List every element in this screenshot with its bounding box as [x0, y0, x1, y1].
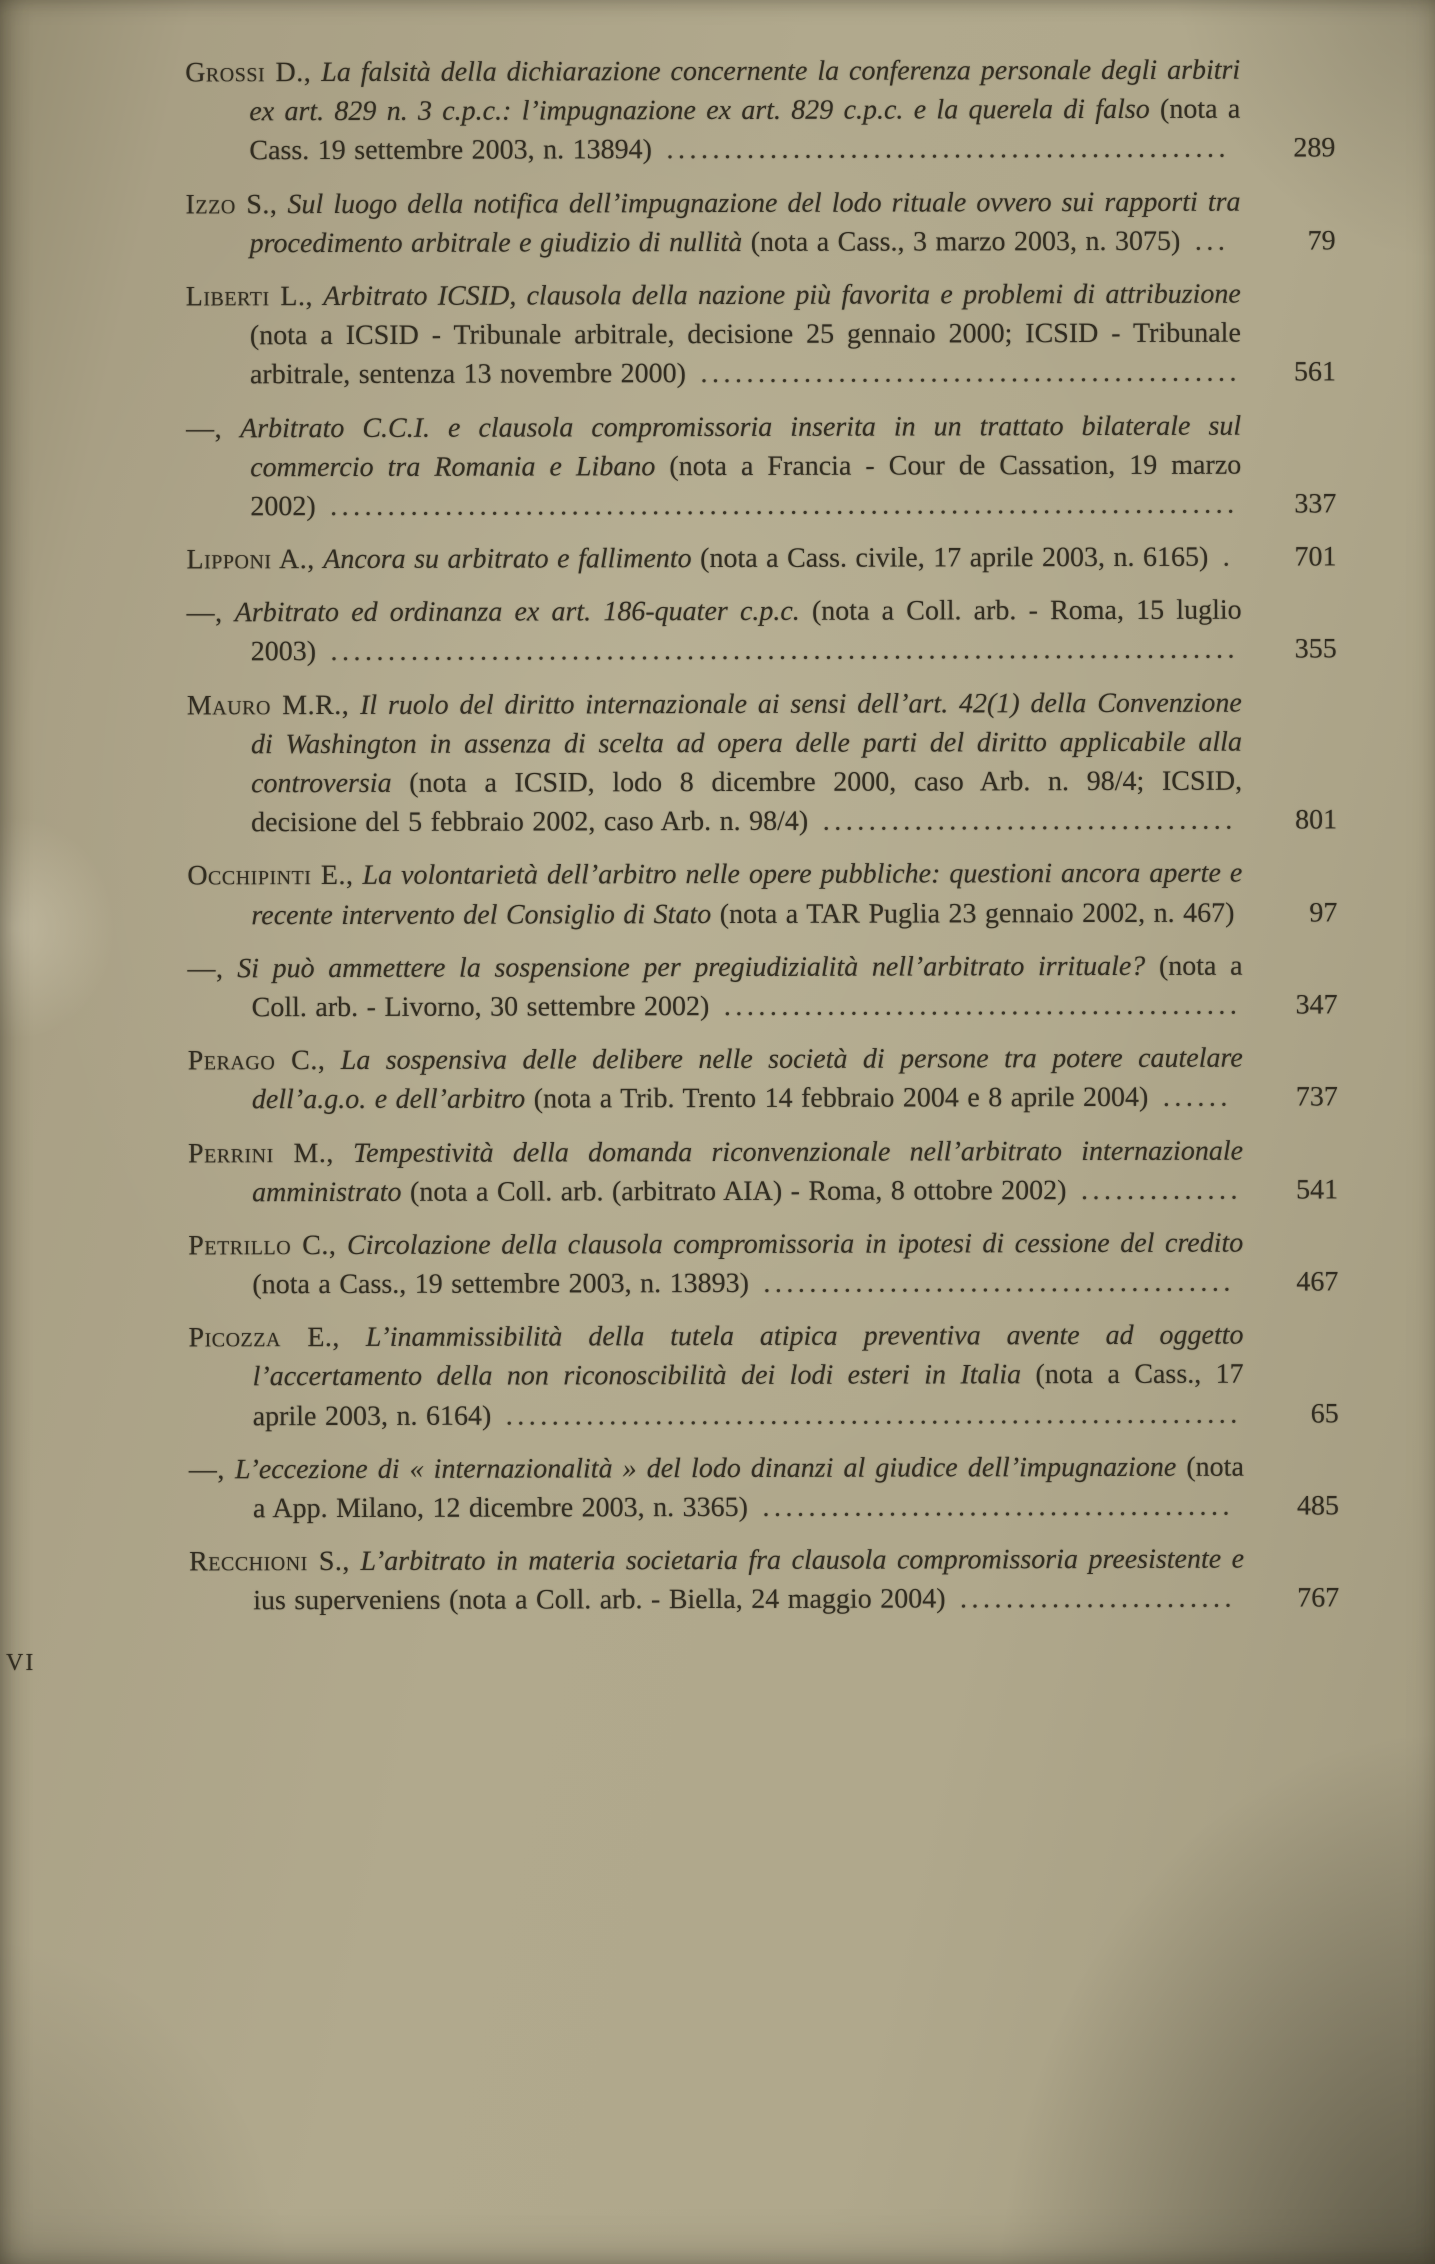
entry-note: (nota a ICSID - Tribunale arbitrale, decisione 25 gennaio 2000; ICSID - Tribunale arbitrale, sentenza 13 novembre 2000) [249, 317, 1241, 391]
toc-entry [188, 1131, 1338, 1212]
entry-note: (nota a App. Milano, 12 dicembre 2003, n. 3365) [252, 1451, 1244, 1525]
toc-entry [185, 182, 1335, 263]
entry-title: Il ruolo del diritto internazionale ai sensi dell’art. 42(1) della Convenzione di Washington in assenza di scelta ad opera delle parti del diritto applicabile alla controversia [250, 687, 1242, 800]
entry-title: L’eccezione di « internazionalità » del lodo dinanzi al giudice dell’impugnazione [234, 1451, 1177, 1486]
entry-page-number: 97 [1309, 896, 1338, 929]
entry-title: Circolazione della clausola compromissoria in ipotesi di cessione del credito [346, 1227, 1244, 1261]
entry-author: —, [187, 953, 224, 985]
dot-leader: ........................ [959, 1583, 1237, 1615]
entry-note: (nota a Coll. arb. (arbitrato AIA) - Roma, 8 ottobre 2002) [409, 1174, 1067, 1208]
entry-author: Occhipinti E., [187, 860, 354, 892]
entry-page-number: 485 [1296, 1490, 1339, 1522]
toc-entry [188, 1223, 1338, 1304]
toc-entry [189, 1447, 1339, 1528]
entry-title: La sospensiva delle delibere nelle società di persone tra potere cautelare dell’a.g.o. e dell’arbitro [251, 1042, 1243, 1116]
entry-author: Liberti L., [185, 280, 314, 313]
entry-text [189, 1544, 1244, 1617]
entry-text [187, 950, 1242, 1023]
entry-author: Perago C., [187, 1045, 326, 1077]
entry-title: Arbitrato ICSID, clausola della nazione più favorita e problemi di attribuzione [323, 278, 1241, 312]
entry-page-number: 79 [1307, 225, 1336, 257]
entry-note: (nota a Coll. arb. - Livorno, 30 settembre 2002) [251, 950, 1243, 1024]
entry-note: (nota a ICSID, lodo 8 dicembre 2000, caso Arb. n. 98/4; ICSID, decisione del 5 febbraio 2002, caso Arb. n. 98/4) [251, 765, 1243, 839]
entry-note: (nota a Trib. Trento 14 febbraio 2004 e 8 aprile 2004) [533, 1082, 1149, 1115]
entry-note: (nota a Cass. civile, 17 aprile 2003, n. 6165) [700, 541, 1209, 575]
entry-note: (nota a Francia - Cour de Cassation, 19 marzo 2002) [250, 449, 1242, 523]
entry-page-number: 337 [1294, 488, 1337, 520]
entry-note: (nota a TAR Puglia 23 gennaio 2002, n. 467) [719, 897, 1235, 930]
entry-text [187, 687, 1242, 838]
entry-text [187, 858, 1242, 931]
entry-text [186, 542, 1234, 576]
entry-page-number: 561 [1293, 356, 1337, 388]
page-folio: VI [6, 1649, 36, 1676]
entry-text [189, 1451, 1244, 1524]
entry-author: Lipponi A., [186, 544, 315, 576]
dot-leader: .................................... [822, 804, 1237, 837]
entry-text [186, 410, 1241, 522]
dot-leader: ............................................. [723, 989, 1242, 1022]
dot-leader: ......................................... [762, 1490, 1234, 1523]
entry-page-number: 801 [1295, 804, 1338, 836]
entry-author: Recchioni S., [189, 1546, 350, 1578]
dot-leader: . [1222, 541, 1235, 573]
entry-text [188, 1135, 1243, 1208]
entry-page-number: 701 [1294, 541, 1337, 573]
entry-text [188, 1320, 1243, 1432]
entry-author: Petrillo C., [188, 1229, 337, 1262]
entry-page-number: 65 [1310, 1398, 1339, 1430]
entry-title: L’inammissibilità della tutela atipica preventiva avente ad oggetto l’accertamento della non riconoscibilità dei lodi esteri in Italia [252, 1319, 1244, 1393]
dot-leader: ......................................... [763, 1266, 1235, 1299]
dot-leader: .............. [1080, 1174, 1243, 1206]
entry-author: Picozza E., [188, 1322, 340, 1354]
entry-note: (nota a Cass., 19 settembre 2003, n. 13893) [252, 1267, 749, 1301]
toc-entry [186, 406, 1336, 527]
entry-author: Perrini M., [187, 1137, 334, 1169]
entry-page-number: 737 [1295, 1081, 1338, 1113]
entry-page-number: 289 [1293, 132, 1336, 164]
toc-entry [186, 537, 1336, 579]
entry-author: —, [186, 412, 223, 444]
toc-entry [187, 683, 1337, 843]
entry-title: Sul luogo della notifica dell’impugnazione del lodo rituale ovvero sui rapporti tra procedimento arbitrale e giudizio di nullità [249, 186, 1241, 259]
dot-leader: ................................................................ [505, 1398, 1242, 1432]
entry-title: Ancora su arbitrato e fallimento [323, 543, 692, 576]
toc-entry [188, 1039, 1338, 1120]
entry-note: (nota a Cass. 19 settembre 2003, n. 13894) [249, 93, 1241, 167]
entry-title: L’arbitrato in materia societaria fra clausola compromissoria preesistente e [360, 1543, 1245, 1578]
entry-text [188, 1043, 1243, 1116]
entry-note: ius superveniens (nota a Coll. arb. - Biella, 24 maggio 2004) [253, 1583, 946, 1617]
toc-entry [188, 1316, 1338, 1437]
entry-author: —, [188, 1454, 225, 1486]
dot-leader: ................................................. [666, 133, 1230, 166]
entry-page-number: 767 [1297, 1582, 1340, 1614]
entry-author: Grossi D., [185, 57, 312, 89]
entry-author: —, [186, 597, 223, 629]
entry-title: Tempestività della domanda riconvenzionale nell’arbitrato internazionale amministrato [252, 1135, 1244, 1208]
entry-text [188, 1228, 1243, 1301]
entry-page-number: 347 [1295, 989, 1338, 1021]
toc-entry [186, 274, 1336, 395]
entry-text [186, 279, 1241, 391]
entry-page-number: 355 [1294, 633, 1337, 665]
entry-text [185, 186, 1240, 259]
entry-title: Arbitrato ed ordinanza ex art. 186-quater c.p.c. [234, 596, 800, 629]
entry-text [187, 595, 1242, 668]
entry-text [185, 55, 1240, 167]
entry-note: (nota a Cass., 17 aprile 2003, n. 6164) [252, 1359, 1244, 1432]
entry-author: Izzo S., [185, 188, 278, 220]
entry-title: La falsità della dichiarazione concernente la conferenza personale degli arbitri ex art. 829 n. 3 c.p.c.: l’impugnazione ex art. 829 c.p.c. e la querela di falso [249, 54, 1241, 128]
dot-leader: ............................................................................... [330, 634, 1240, 668]
entry-title: Si può ammettere la sospensione per pregiudizialità nell’arbitrato irrituale? [237, 950, 1146, 985]
entry-page-number: 541 [1296, 1174, 1339, 1206]
dot-leader: ... [1194, 225, 1230, 257]
dot-leader: ...... [1162, 1081, 1232, 1114]
toc-entry [189, 1540, 1339, 1621]
entry-note: (nota a Coll. arb. - Roma, 15 luglio 2003) [250, 594, 1242, 668]
toc-entry [185, 50, 1335, 171]
entry-page-number: 467 [1296, 1266, 1339, 1298]
entry-title: Arbitrato C.C.I. e clausola compromissoria inserita in un trattato bilaterale sul commercio tra Romania e Libano [240, 410, 1242, 483]
entry-author: Mauro M.R., [186, 689, 350, 722]
toc-entry [187, 591, 1337, 672]
toc-entry [187, 854, 1337, 935]
toc-entry [187, 946, 1337, 1027]
dot-leader: ............................................................................... [330, 488, 1239, 522]
dot-leader: ............................................... [700, 356, 1241, 390]
entry-title: La volontarietà dell’arbitro nelle opere pubbliche: questioni ancora aperte e recente intervento del Consiglio di Stato [251, 858, 1243, 931]
entry-note: (nota a Cass., 3 marzo 2003, n. 3075) [750, 225, 1181, 258]
